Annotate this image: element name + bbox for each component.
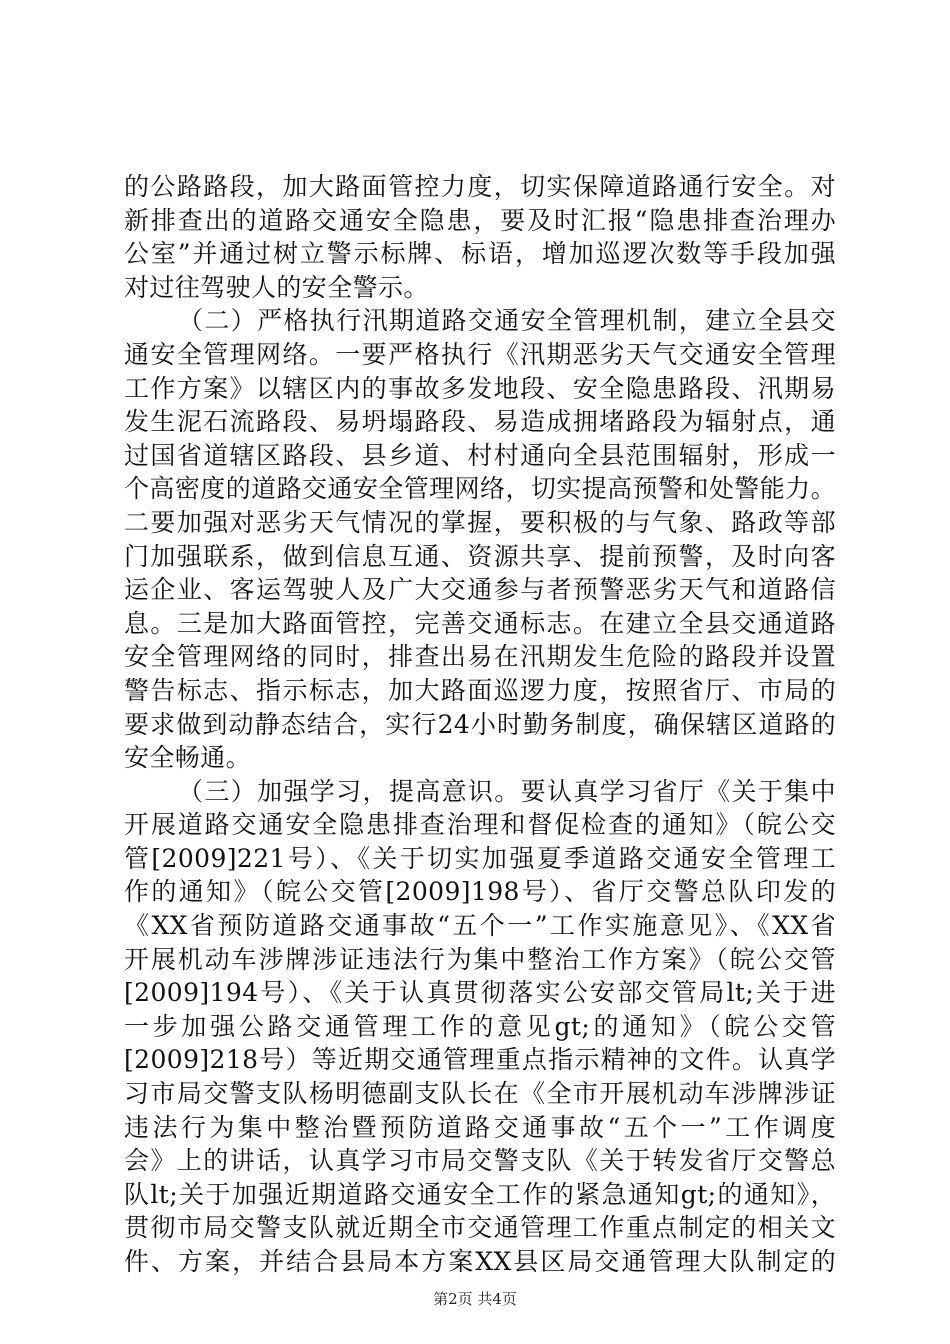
text-line: 新排查出的道路交通安全隐患，要及时汇报“隐患排查治理办	[124, 205, 836, 235]
text-line: 对过往驾驶人的安全警示。	[124, 272, 429, 302]
text-line: 警告标志、指示标志，加大路面巡逻力度，按照省厅、市局的	[124, 675, 836, 705]
text-line: 二要加强对恶劣天气情况的掌握，要积极的与气象、路政等部	[124, 507, 836, 537]
text-line: 件、方案，并结合县局本方案XX县区局交通管理大队制定的	[124, 1247, 836, 1276]
text-line: 开展道路交通安全隐患排查治理和督促检查的通知》（皖公交	[124, 810, 836, 840]
text-line: 发生泥石流路段、易坍塌路段、易造成拥堵路段为辐射点，通	[124, 407, 836, 437]
text-line: [2009]218号）等近期交通管理重点指示精神的文件。认真学	[124, 1045, 836, 1075]
text-line: 习市局交警支队杨明德副支队长在《全市开展机动车涉牌涉证	[124, 1079, 836, 1109]
text-line: 一步加强公路交通管理工作的意见gt;的通知》（皖公交管	[124, 1011, 836, 1041]
text-line: [2009]194号）、《关于认真贯彻落实公安部交管局lt;关于进	[124, 978, 836, 1008]
text-line: 运企业、客运驾驶人及广大交通参与者预警恶劣天气和道路信	[124, 575, 836, 605]
text-line: 《XX省预防道路交通事故“五个一”工作实施意见》、《XX省	[124, 911, 836, 941]
text-line: 开展机动车涉牌涉证违法行为集中整治工作方案》（皖公交管	[124, 944, 836, 974]
text-line: 过国省道辖区路段、县乡道、村村通向全县范围辐射，形成一	[124, 440, 836, 470]
text-line: 门加强联系，做到信息互通、资源共享、提前预警，及时向客	[124, 541, 836, 571]
text-line: 个高密度的道路交通安全管理网络，切实提高预警和处警能力。	[124, 474, 836, 504]
page-number-footer: 第2页 共4页	[433, 1290, 517, 1308]
text-line: 通安全管理网络。一要严格执行《汛期恶劣天气交通安全管理	[124, 339, 836, 369]
text-line: 息。三是加大路面管控，完善交通标志。在建立全县交通道路	[124, 608, 836, 638]
text-line: 工作方案》以辖区内的事故多发地段、安全隐患路段、汛期易	[124, 373, 836, 403]
paragraph-start-line: （二）严格执行汛期道路交通安全管理机制，建立全县交	[178, 306, 836, 336]
text-line: 作的通知》（皖公交管[2009]198号）、省厅交警总队印发的	[124, 877, 836, 907]
text-line: 安全畅通。	[124, 743, 252, 773]
text-line: 会》上的讲话，认真学习市局交警支队《关于转发省厅交警总	[124, 1146, 836, 1176]
text-line: 违法行为集中整治暨预防道路交通事故“五个一”工作调度	[124, 1112, 836, 1142]
paragraph-start-line: （三）加强学习，提高意识。要认真学习省厅《关于集中	[178, 776, 836, 806]
document-body	[124, 170, 836, 1279]
text-line: 公室”并通过树立警示标牌、标语，增加巡逻次数等手段加强	[124, 239, 836, 269]
text-line: 安全管理网络的同时，排查出易在汛期发生危险的路段并设置	[124, 642, 836, 672]
text-line: 要求做到动静态结合，实行24小时勤务制度，确保辖区道路的	[124, 709, 836, 739]
text-line: 队lt;关于加强近期道路交通安全工作的紧急通知gt;的通知》，	[124, 1179, 836, 1209]
text-line: 管[2009]221号）、《关于切实加强夏季道路交通安全管理工	[124, 843, 836, 873]
text-line: 贯彻市局交警支队就近期全市交通管理工作重点制定的相关文	[124, 1213, 836, 1243]
text-line: 的公路路段，加大路面管控力度，切实保障道路通行安全。对	[124, 172, 836, 201]
